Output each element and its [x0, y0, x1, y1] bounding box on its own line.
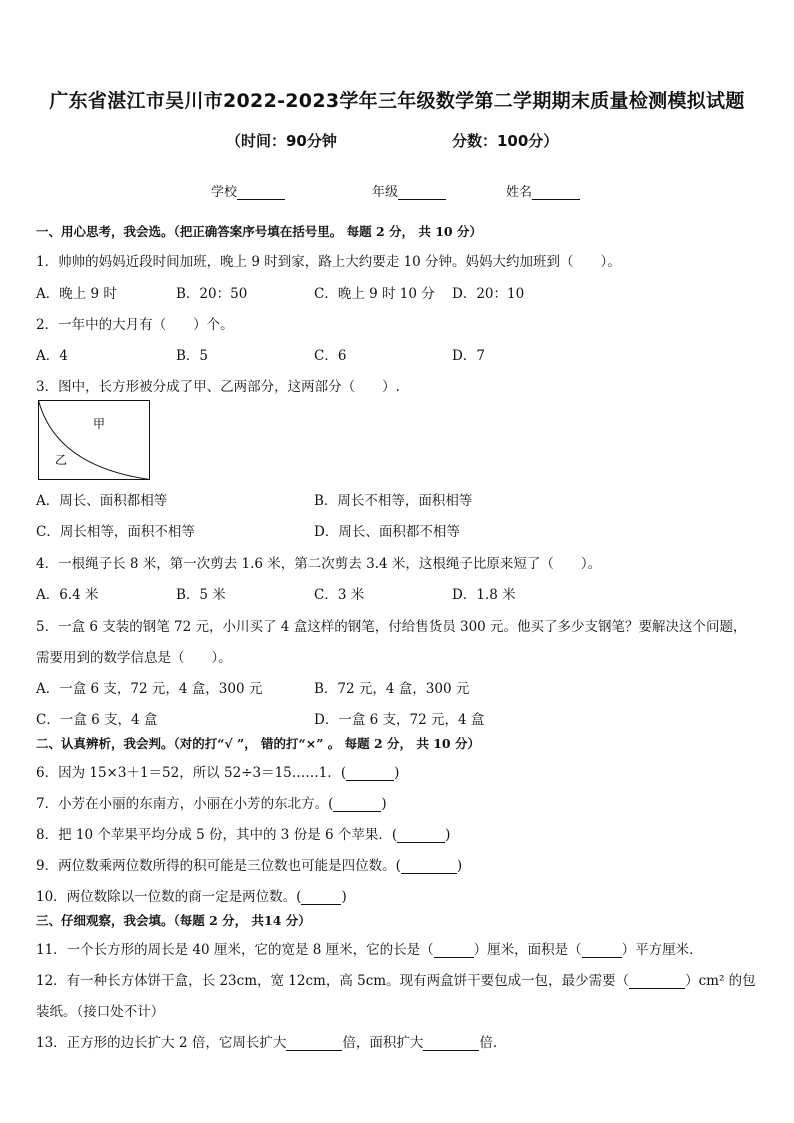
question-6	[36, 761, 399, 781]
page-title: 广东省湛江市吴川市2022-2023学年三年级数学第二学期期末质量检测模拟试题	[49, 90, 745, 112]
q2-option-d: D．7	[452, 348, 485, 364]
question-5-line-1: 5．一盒 6 支装的钢笔 72 元，小川买了 4 盒这样的钢笔，付给售货员 300 元。他买了多少支钢笔？要解决这个问题，	[36, 619, 747, 635]
question-8	[36, 823, 450, 843]
q13-text-1: 13．正方形的边长扩大 2 倍，它周长扩大	[36, 1035, 287, 1051]
q6-text: 6．因为 15×3＋1＝52，所以 52÷3＝15……1．(	[36, 765, 347, 781]
q3-option-a: A．周长、面积都相等	[36, 493, 168, 509]
q4-option-c: C．3 米	[314, 587, 365, 603]
q3-option-b: B．周长不相等，面积相等	[314, 493, 473, 509]
q10-close: )	[341, 889, 347, 905]
exam-time: （时间：90分钟	[226, 132, 337, 150]
rectangle-figure	[38, 400, 150, 480]
q4-option-a: A．6.4 米	[36, 587, 99, 603]
section-3-heading: 三、仔细观察，我会填。（每题 2 分， 共14 分）	[36, 913, 311, 928]
q1-option-a: A．晚上 9 时	[36, 286, 117, 302]
question-1: 1．帅帅的妈妈近段时间加班，晚上 9 时到家，路上大约要走 10 分钟。妈妈大约加班到（ ）。	[36, 254, 621, 270]
q6-blank	[346, 766, 394, 781]
q4-option-b: B．5 米	[176, 587, 226, 603]
q10-text: 10．两位数除以一位数的商一定是两位数。(	[36, 889, 302, 905]
q13-blank-perimeter	[286, 1036, 342, 1051]
q8-close: )	[445, 827, 451, 843]
question-11	[36, 938, 703, 958]
q3-option-d: D．周长、面积都不相等	[314, 524, 460, 540]
q11-text-1: 11．一个长方形的周长是 40 厘米，它的宽是 8 厘米，它的长是（	[36, 942, 434, 958]
q9-blank	[401, 859, 457, 874]
q1-option-b: B．20：50	[176, 286, 248, 302]
section-1-heading: 一、用心思考，我会选。（把正确答案序号填在括号里。 每题 2 分， 共 10 分）	[36, 224, 482, 239]
question-5-line-2: 需要用到的数学信息是（ ）。	[36, 650, 232, 666]
q2-option-c: C．6	[314, 348, 347, 364]
grade-field	[372, 181, 446, 200]
question-4: 4．一根绳子长 8 米，第一次剪去 1.6 米，第二次剪去 3.4 米，这根绳子比原来短了（ ）。	[36, 556, 602, 572]
q12-text-1: 12．有一种长方体饼干盒，长 23cm，宽 12cm，高 5cm。现有两盒饼干要包成一包，最少需要（	[36, 973, 630, 989]
q5-option-d: D．一盒 6 支，72 元，4 盒	[314, 712, 485, 728]
q11-blank-length	[434, 943, 474, 958]
q13-text-2: 倍，面积扩大	[342, 1035, 424, 1051]
school-blank	[237, 185, 285, 200]
q1-option-d: D．20：10	[452, 286, 525, 302]
question-3: 3．图中，长方形被分成了甲、乙两部分，这两部分（ ）.	[36, 379, 400, 395]
question-10	[36, 885, 347, 905]
question-12-line-1	[36, 969, 756, 989]
q8-blank	[397, 828, 445, 843]
q13-blank-area	[423, 1036, 479, 1051]
q2-option-a: A．4	[36, 348, 68, 364]
question-2: 2．一年中的大月有（ ）个。	[36, 317, 234, 333]
q10-blank	[301, 890, 341, 905]
question-12-line-2: 装纸。（接口处不计）	[36, 1004, 165, 1020]
q9-text: 9．两位数乘两位数所得的积可能是三位数也可能是四位数。(	[36, 858, 401, 874]
name-label: 姓名	[506, 185, 533, 200]
q2-option-b: B．5	[176, 348, 209, 364]
grade-blank	[398, 185, 446, 200]
q13-text-3: 倍.	[479, 1035, 498, 1051]
q12-blank	[629, 974, 685, 989]
exam-score: 分数：100分）	[452, 132, 559, 150]
q5-option-b: B．72 元，4 盒，300 元	[314, 681, 470, 697]
dividing-curve	[39, 401, 150, 480]
q11-text-3: ）平方厘米．	[621, 942, 703, 958]
grade-label: 年级	[372, 185, 399, 200]
q5-option-c: C．一盒 6 支，4 盒	[36, 712, 158, 728]
q9-close: )	[456, 858, 463, 874]
name-field	[506, 181, 580, 200]
question-9	[36, 854, 462, 874]
question-13	[36, 1031, 497, 1051]
rectangle-outline	[39, 401, 150, 480]
section-2-heading: 二、认真辨析，我会判。（对的打“√ ”， 错的打“×” 。 每题 2 分， 共 10 分）	[36, 736, 480, 751]
q7-text: 7．小芳在小丽的东南方，小丽在小芳的东北方。(	[36, 796, 334, 812]
q11-text-2: ）厘米，面积是（	[473, 942, 582, 958]
q5-option-a: A．一盒 6 支，72 元，4 盒，300 元	[36, 681, 263, 697]
school-label: 学校	[211, 185, 238, 200]
q6-close: )	[394, 765, 400, 781]
q7-blank	[333, 797, 381, 812]
question-7	[36, 792, 387, 812]
q11-blank-area	[582, 943, 622, 958]
q8-text: 8．把 10 个苹果平均分成 5 份，其中的 3 份是 6 个苹果．(	[36, 827, 398, 843]
q4-option-d: D．1.8 米	[452, 587, 516, 603]
name-blank	[532, 185, 580, 200]
q7-close: )	[381, 796, 387, 812]
label-yi: 乙	[55, 453, 68, 467]
q3-option-c: C．周长相等，面积不相等	[36, 524, 195, 540]
school-field	[211, 181, 285, 200]
q1-option-c: C．晚上 9 时 10 分	[314, 286, 435, 302]
q12-text-2: ）cm² 的包	[685, 973, 756, 989]
label-jia: 甲	[93, 417, 106, 431]
